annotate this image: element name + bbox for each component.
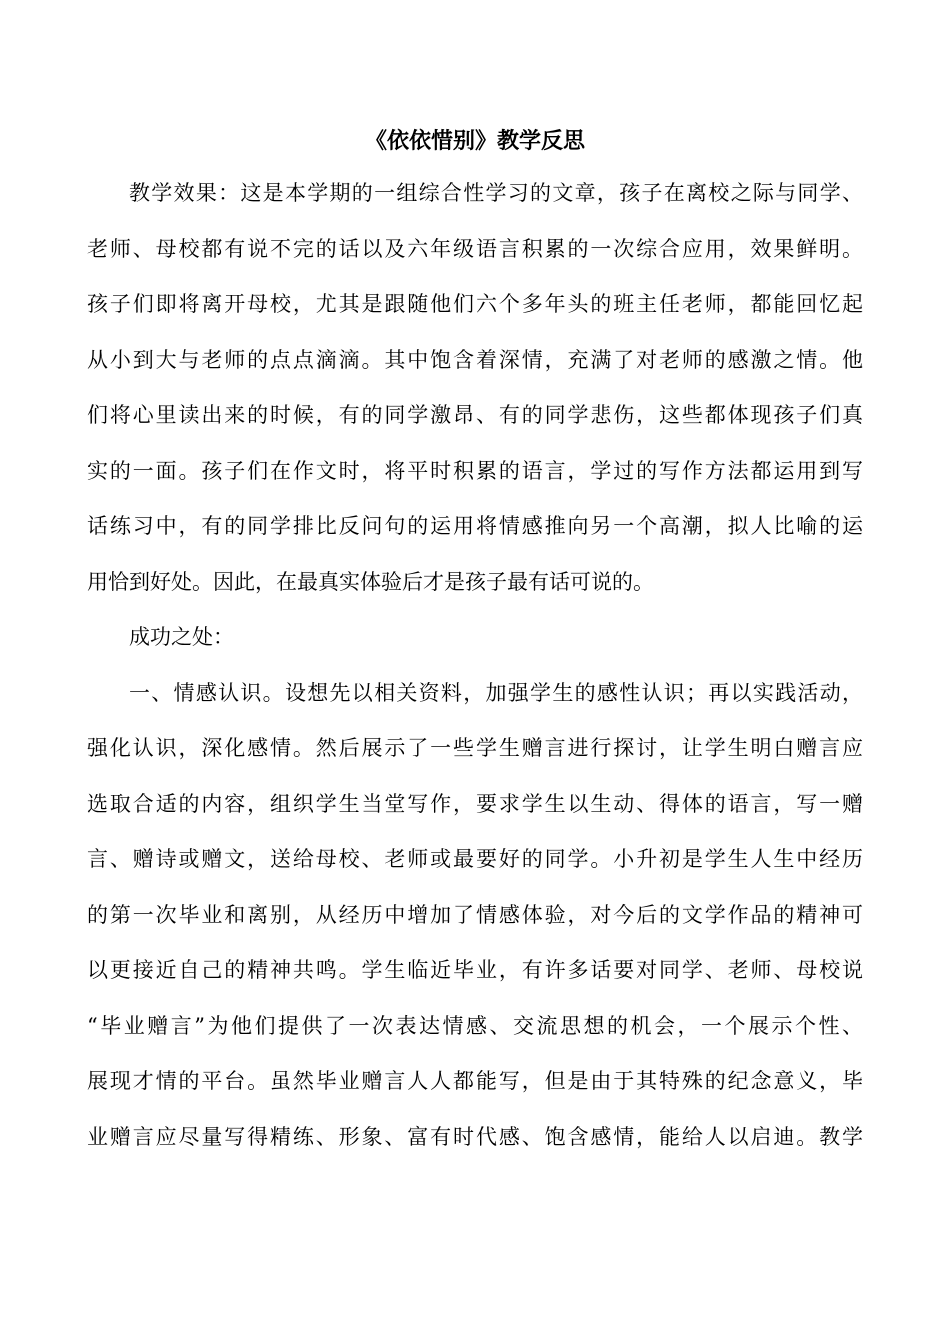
text-line: “毕业赠言”为他们提供了一次表达情感、交流思想的机会，一个展示个性、: [87, 1013, 863, 1038]
document-title: 《依依惜别》教学反思: [364, 129, 585, 154]
text-line: 实的一面。孩子们在作文时，将平时积累的语言，学过的写作方法都运用到写: [87, 458, 863, 483]
text-line: 强化认识，深化感情。然后展示了一些学生赠言进行探讨，让学生明白赠言应: [87, 736, 863, 760]
section-heading: 成功之处：: [129, 625, 234, 649]
text-line: 孩子们即将离开母校，尤其是跟随他们六个多年头的班主任老师，都能回忆起: [87, 292, 863, 316]
text-line: 一、情感认识。设想先以相关资料，加强学生的感性认识；再以实践活动，: [129, 680, 863, 705]
text-line: 展现才情的平台。虽然毕业赠言人人都能写，但是由于其特殊的纪念意义，毕: [87, 1069, 863, 1093]
text-line: 老师、母校都有说不完的话以及六年级语言积累的一次综合应用，效果鲜明。: [87, 236, 863, 261]
text-line: 教学效果：这是本学期的一组综合性学习的文章，孩子在离校之际与同学、: [129, 181, 863, 205]
document-body: [87, 175, 863, 1174]
text-line: 业赠言应尽量写得精练、形象、富有时代感、饱含感情，能给人以启迪。教学: [87, 1124, 863, 1149]
text-line: 以更接近自己的精神共鸣。学生临近毕业，有许多话要对同学、老师、母校说: [87, 958, 863, 982]
text-line: 选取合适的内容，组织学生当堂写作，要求学生以生动、得体的语言，写一赠: [87, 791, 863, 816]
text-line: 的第一次毕业和离别，从经历中增加了情感体验，对今后的文学作品的精神可: [87, 902, 863, 927]
text-line: 们将心里读出来的时候，有的同学激昂、有的同学悲伤，这些都体现孩子们真: [87, 403, 863, 427]
text-line: 用恰到好处。因此，在最真实体验后才是孩子最有话可说的。: [87, 569, 654, 594]
text-line: 话练习中，有的同学排比反问句的运用将情感推向另一个高潮，拟人比喻的运: [87, 514, 863, 538]
text-line: 言、赠诗或赠文，送给母校、老师或最要好的同学。小升初是学生人生中经历: [87, 847, 863, 871]
text-line: 从小到大与老师的点点滴滴。其中饱含着深情，充满了对老师的感激之情。他: [87, 347, 863, 372]
